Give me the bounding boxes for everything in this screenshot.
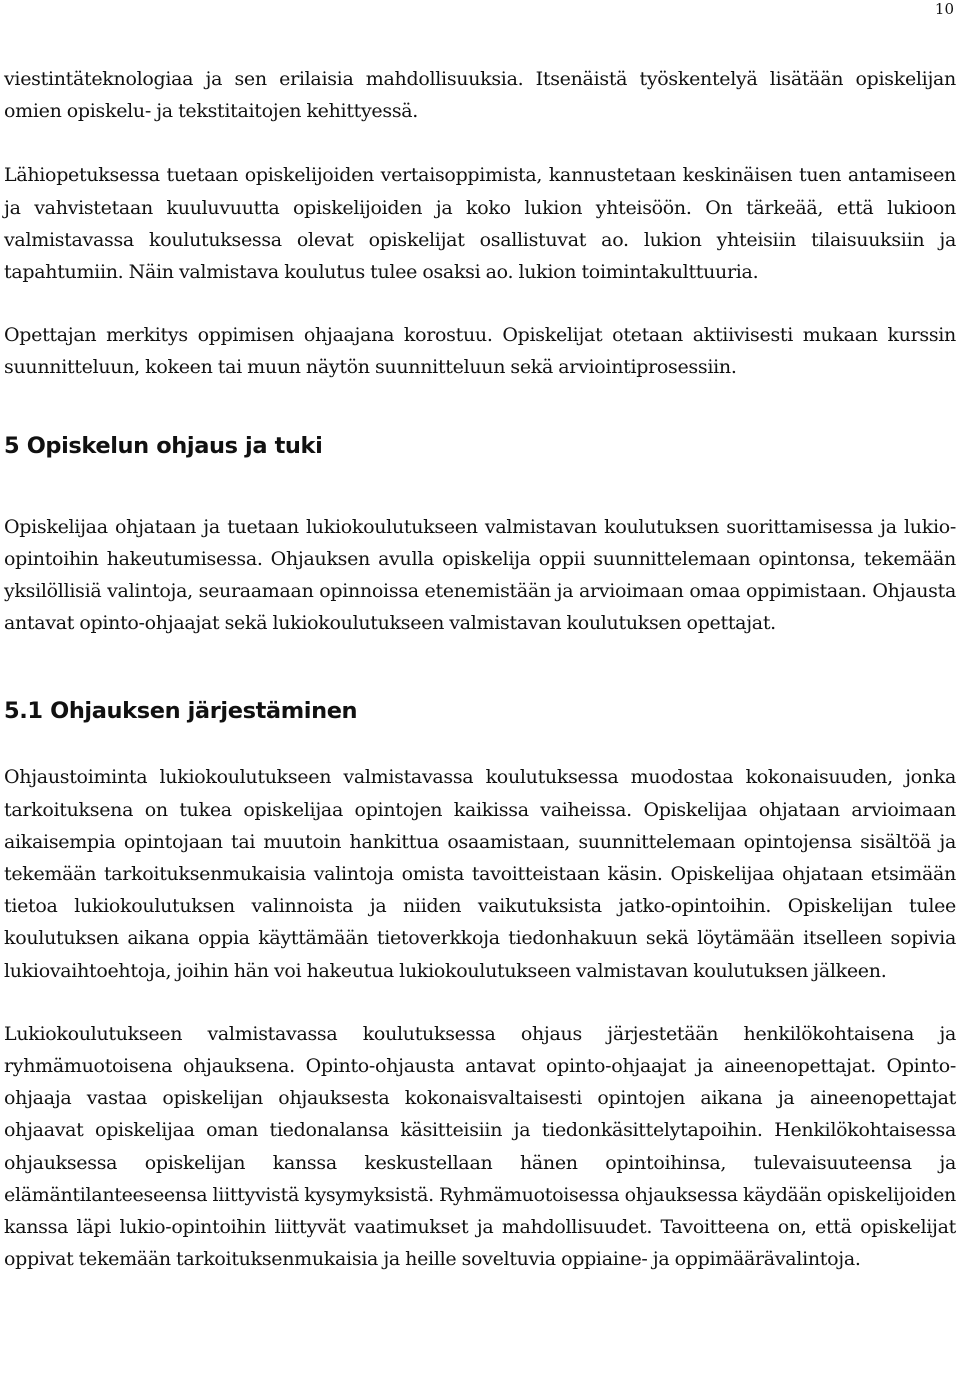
subsection-heading-guidance-organization: 5.1 Ohjauksen järjestäminen — [4, 698, 358, 725]
paragraph-teacher-role: Opettajan merkitys oppimisen ohjaajana korostuu. Opiskelijat otetaan aktiivisesti mukaan kurssin suunnitteluun, kokeen tai muun näytön suunnitteluun sekä arviointiprosessiin. — [4, 324, 956, 379]
document-body — [4, 63, 956, 1275]
section-heading-guidance-support: 5 Opiskelun ohjaus ja tuki — [4, 432, 323, 459]
paragraph-independent-work: viestintäteknologiaa ja sen erilaisia mahdollisuuksia. Itsenäistä työskentelyä lisätään opiskelijan omien opiskelu- ja tekstitaitojen kehittyessä. — [4, 68, 956, 123]
paragraph-contact-teaching: Lähiopetuksessa tuetaan opiskelijoiden vertaisoppimista, kannustetaan keskinäisen tuen antamiseen ja vahvistetaan kuuluvuutta opiskelijoiden ja koko lukion yhteisöön. On tärkeää, että lukioon valmistavassa koulutuksessa olevat opiskelijat osallistuvat ao. lukion yhteisiin tilaisuuksiin ja tapahtumiin. Näin valmistava koulutus tulee osaksi ao. lukion toimintakulttuuria. — [4, 164, 956, 284]
page-number: 10 — [934, 0, 954, 18]
paragraph-guidance-activity: Ohjaustoiminta lukiokoulutukseen valmistavassa koulutuksessa muodostaa kokonaisuuden, jonka tarkoituksena on tukea opiskelijaa opintojen kaikissa vaiheissa. Opiskelijaa ohjataan arvioimaan aikaisempia opintojaan tai muutoin hankittua osaamistaan, suunnittelemaan opintojensa sisältöä ja tekemään tarkoituksenmukaisia valintoja omista tavoitteistaan käsin. Opiskelijaa ohjataan etsimään tietoa lukiokoulutuksen valinnoista ja niiden vaikutuksista jatko-opintoihin. Opiskelijan tulee koulutuksen aikana oppia käyttämään tietoverkkoja tiedonhakuun sekä löytämään itselleen sopivia lukiovaihtoehtoja, joihin hän voi hakeutua lukiokoulutukseen valmistavan koulutuksen jälkeen. — [4, 766, 956, 982]
paragraph-guidance-intro: Opiskelijaa ohjataan ja tuetaan lukiokoulutukseen valmistavan koulutuksen suorittamisessa ja lukio-opintoihin hakeutumisessa. Ohjauksen avulla opiskelija oppii suunnittelemaan opintonsa, tekemään yksilöllisiä valintoja, seuraamaan opinnoissa etenemistään ja arvioimaan omaa oppimistaan. Ohjausta antavat opinto-ohjaajat sekä lukiokoulutukseen valmistavan koulutuksen opettajat. — [4, 515, 956, 635]
paragraph-guidance-forms: Lukiokoulutukseen valmistavassa koulutuksessa ohjaus järjestetään henkilökohtaisena ja ryhmämuotoisena ohjauksena. Opinto-ohjausta antavat opinto-ohjaajat ja aineenopettajat. Opinto-ohjaaja vastaa opiskelijan ohjauksesta kokonaisvaltaisesti opintojen aikana ja aineenopettajat ohjaavat opiskelijaa oman tiedonalansa käsitteisiin ja tiedonkäsittelytapoihin. Henkilökohtaisessa ohjauksessa opiskelijan kanssa keskustellaan hänen opintoihinsa, tulevaisuuteensa ja elämäntilanteeseensa liittyvistä kysymyksistä. Ryhmämuotoisessa ohjauksessa käydään opiskelijoiden kanssa läpi lukio-opintoihin liittyvät vaatimukset ja mahdollisuudet. Tavoitteena on, että opiskelijat oppivat tekemään tarkoituksenmukaisia ja heille soveltuvia oppiaine- ja oppimäärävalintoja. — [4, 1022, 956, 1271]
